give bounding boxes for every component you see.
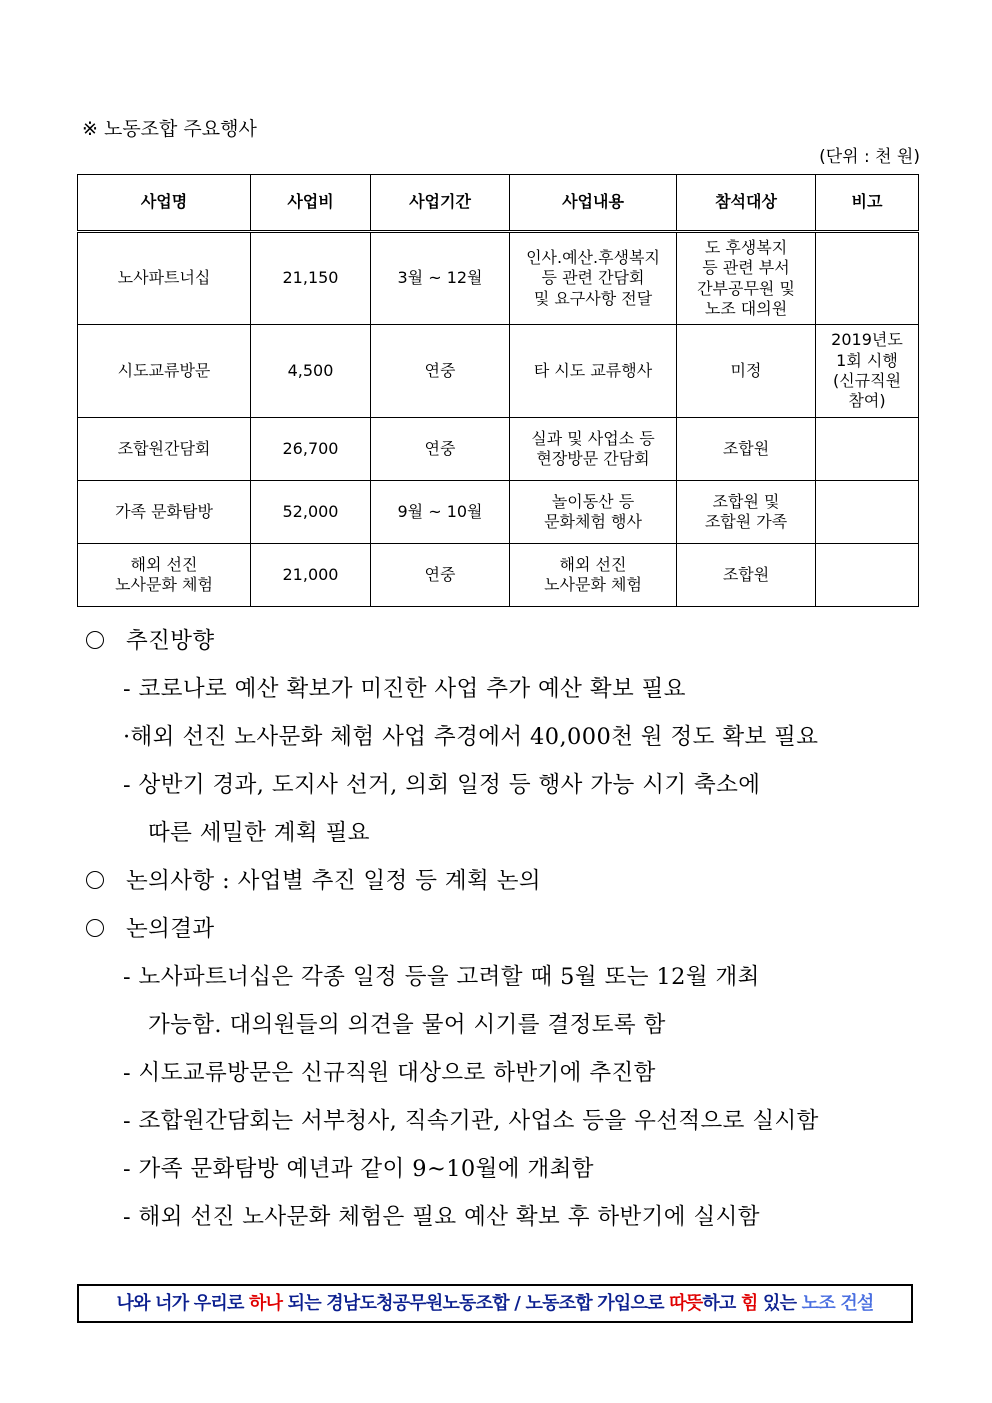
circle-bullet-icon — [86, 919, 104, 937]
header-period: 사업기간 — [371, 175, 510, 232]
cell-attendees — [677, 325, 816, 418]
header-attendees: 참석대상 — [677, 175, 816, 232]
cell-attendees-line: 조합원 및 — [712, 491, 780, 511]
table-header-row — [78, 175, 919, 232]
slogan-highlight: 힘 — [740, 1293, 758, 1314]
cell-content-line: 놀이동산 등 — [551, 491, 635, 511]
result-line: - 가족 문화탐방 예년과 같이 9~10월에 개최함 — [123, 1156, 594, 1182]
direction-title: 추진방향 — [126, 628, 215, 654]
cell-attendees-line: 간부공무원 및 — [697, 278, 795, 298]
cell-name-line: 노사문화 체험 — [115, 575, 213, 594]
cell-name-line: 가족 문화탐방 — [115, 501, 213, 521]
slogan-part: 하고 — [702, 1293, 741, 1314]
result-line: - 노사파트너십은 각종 일정 등을 고려할 때 5월 또는 12월 개최 — [123, 964, 760, 990]
cell-name-line: 노사파트너십 — [117, 268, 211, 288]
cell-content-line: 노사문화 체험 — [544, 575, 642, 594]
cell-attendees-line: 조합원 가족 — [704, 512, 788, 531]
cell-content-line: 현장방문 간담회 — [536, 449, 650, 468]
cell-attendees-line: 조합원 — [722, 438, 770, 458]
cell-cost: 21,000 — [251, 544, 371, 607]
cell-name — [78, 544, 251, 607]
slogan-part: 나와 너가 우리로 — [116, 1293, 250, 1314]
cell-note — [816, 232, 919, 325]
cell-note-line: 2019년도 — [831, 330, 903, 350]
cell-name-line: 조합원간담회 — [117, 438, 211, 458]
slogan-highlight: 노조 건설 — [801, 1293, 874, 1314]
cell-note-line: 1회 시행 — [836, 350, 898, 370]
result-heading — [86, 911, 215, 943]
cell-note — [816, 418, 919, 481]
direction-line: 따른 세밀한 계획 필요 — [148, 820, 370, 846]
circle-bullet-icon — [86, 631, 104, 649]
cell-period: 3월 ~ 12월 — [371, 232, 510, 325]
cell-name — [78, 418, 251, 481]
header-name: 사업명 — [78, 175, 251, 232]
result-title: 논의결과 — [126, 916, 215, 942]
section-heading: ※ 노동조합 주요행사 — [82, 118, 257, 140]
events-table — [77, 174, 919, 607]
cell-content-line: 및 요구사항 전달 — [533, 288, 653, 308]
footer-slogan-banner — [77, 1284, 913, 1323]
cell-attendees-line: 미정 — [730, 360, 762, 380]
cell-attendees — [677, 481, 816, 544]
slogan-part: 있는 — [757, 1293, 802, 1314]
result-line: - 해외 선진 노사문화 체험은 필요 예산 확보 후 하반기에 실시함 — [123, 1204, 760, 1230]
table-row — [78, 418, 919, 481]
cell-note — [816, 481, 919, 544]
circle-bullet-icon — [86, 871, 104, 889]
cell-name-line: 해외 선진 — [130, 554, 198, 574]
result-line: - 시도교류방문은 신규직원 대상으로 하반기에 추진함 — [123, 1060, 656, 1086]
cell-content-line: 등 관련 간담회 — [541, 268, 645, 288]
cell-content-line: 실과 및 사업소 등 — [531, 428, 655, 448]
table-row — [78, 544, 919, 607]
cell-name-line: 시도교류방문 — [117, 360, 211, 380]
cell-content-line: 해외 선진 — [559, 554, 627, 574]
header-content: 사업내용 — [510, 175, 677, 232]
cell-period: 연중 — [371, 544, 510, 607]
cell-attendees — [677, 232, 816, 325]
cell-content-line: 타 시도 교류행사 — [533, 360, 653, 380]
cell-name — [78, 325, 251, 418]
cell-cost: 26,700 — [251, 418, 371, 481]
cell-content — [510, 325, 677, 418]
table-row — [78, 325, 919, 418]
cell-note-line: 참여) — [848, 391, 886, 411]
discussion-text: 논의사항 : 사업별 추진 일정 등 계획 논의 — [126, 868, 542, 894]
cell-name — [78, 481, 251, 544]
cell-cost: 52,000 — [251, 481, 371, 544]
cell-content — [510, 544, 677, 607]
cell-attendees-line: 등 관련 부서 — [702, 258, 790, 278]
cell-attendees-line: 노조 대의원 — [704, 298, 788, 318]
cell-name — [78, 232, 251, 325]
unit-label: (단위 : 천 원) — [819, 147, 920, 167]
cell-attendees-line: 도 후생복지 — [704, 237, 788, 257]
cell-attendees-line: 조합원 — [722, 564, 770, 584]
table-row — [78, 232, 919, 325]
cell-content-line: 문화체험 행사 — [544, 512, 642, 531]
cell-content — [510, 232, 677, 325]
table-row — [78, 481, 919, 544]
direction-line: - 상반기 경과, 도지사 선거, 의회 일정 등 행사 가능 시기 축소에 — [123, 772, 761, 798]
cell-attendees — [677, 544, 816, 607]
cell-period: 연중 — [371, 325, 510, 418]
direction-heading — [86, 623, 215, 655]
cell-cost: 4,500 — [251, 325, 371, 418]
slogan-highlight: 하나 — [249, 1293, 283, 1314]
header-note: 비고 — [816, 175, 919, 232]
cell-attendees — [677, 418, 816, 481]
slogan-highlight: 따뜻 — [669, 1293, 703, 1314]
cell-content-line: 인사.예산.후생복지 — [526, 248, 660, 268]
result-line: - 조합원간담회는 서부청사, 직속기관, 사업소 등을 우선적으로 실시함 — [123, 1108, 819, 1134]
table-body — [78, 232, 919, 607]
cell-note-line: (신규직원 — [832, 371, 902, 390]
direction-line: - 코로나로 예산 확보가 미진한 사업 추가 예산 확보 필요 — [123, 676, 686, 702]
result-line: 가능함. 대의원들의 의견을 물어 시기를 결정토록 함 — [148, 1012, 666, 1038]
discussion-heading — [86, 863, 541, 895]
cell-period: 연중 — [371, 418, 510, 481]
cell-period: 9월 ~ 10월 — [371, 481, 510, 544]
slogan-part: 되는 경남도청공무원노동조합 / 노동조합 가입으로 — [282, 1293, 670, 1314]
direction-line: ·해외 선진 노사문화 체험 사업 추경에서 40,000천 원 정도 확보 필요 — [123, 724, 819, 750]
cell-note — [816, 544, 919, 607]
header-cost: 사업비 — [251, 175, 371, 232]
cell-content — [510, 481, 677, 544]
cell-cost: 21,150 — [251, 232, 371, 325]
cell-content — [510, 418, 677, 481]
cell-note — [816, 325, 919, 418]
